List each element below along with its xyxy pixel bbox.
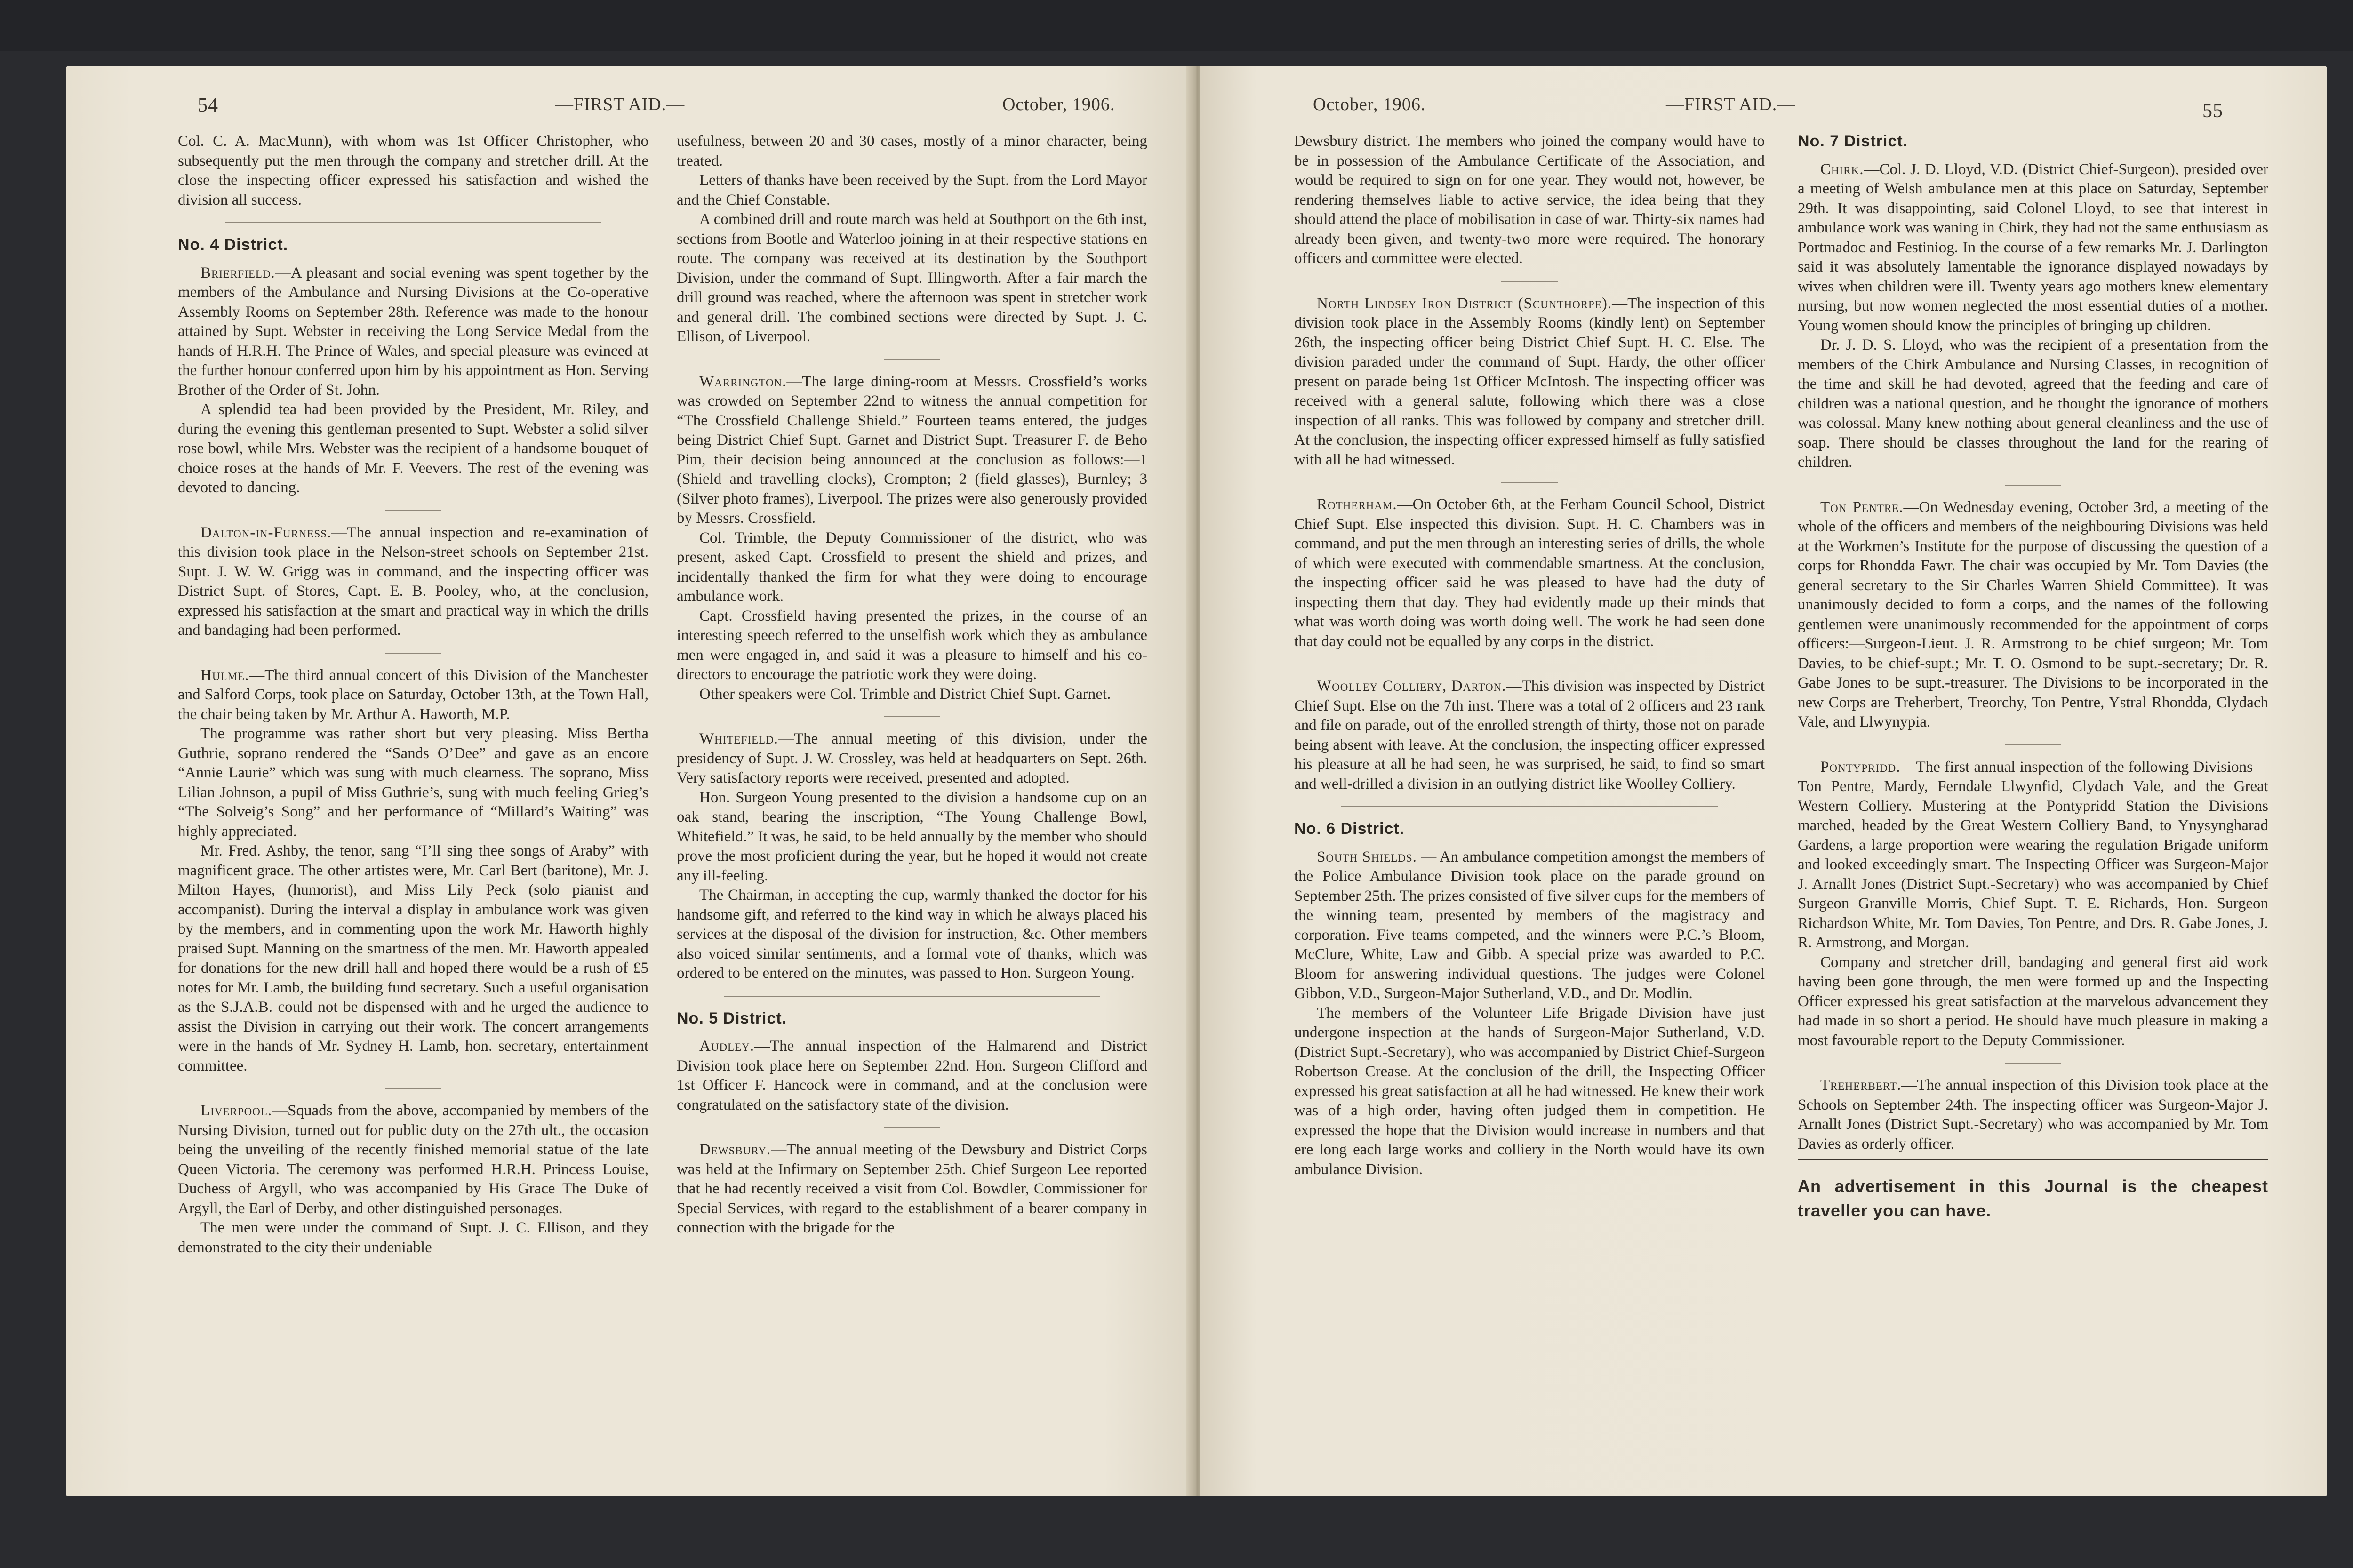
paragraph: Dalton-in-Furness.—The annual inspection and re-examination of this division took place in the Nelson-street schools on September 21st. Supt. J. W. W. Grigg was in command, and the inspecting officer was District Supt. of Stores, Capt. E. B. Pooley, who, at the conclusion, expressed his satisfaction at the smart and practical way in which the drills and bandaging had been performed. — [178, 524, 648, 639]
divider — [385, 1088, 441, 1089]
page-date: October, 1906. — [1313, 95, 1426, 114]
place-name: Treherbert. — [1820, 1077, 1902, 1094]
paragraph: Rotherham.—On October 6th, at the Ferham Council School, District Chief Supt. Else inspected this division. Supt. H. C. Chambers was in command, and put the men through an interesting series of drills, the whole of which were executed with commendable smartness. At the conclusion, the inspecting officer said he was pleased to have had the duty of inspecting them that day. They had evidently made up their minds that what was worth doing was worth doing well. The work he had seen done that day could not be equalled by any corps in the district. — [1294, 496, 1765, 650]
place-name: Woolley Colliery, Darton. — [1317, 678, 1506, 695]
place-name: Ton Pentre. — [1820, 498, 1904, 516]
right-column-1 — [1294, 132, 1765, 1179]
paragraph: Other speakers were Col. Trimble and District Chief Supt. Garnet. — [699, 685, 1111, 703]
page-number: 54 — [198, 95, 218, 116]
place-name: South Shields. — [1317, 848, 1417, 865]
paragraph: Col. Trimble, the Deputy Commissioner of the district, who was present, asked Capt. Crossfield to present the shield and prizes, and incidentally thanked the firm for what they were doing to encourage ambulance work. — [677, 529, 1147, 605]
section-heading: No. 7 District. — [1798, 132, 1908, 150]
advertisement-notice: An advertisement in this Journal is the cheapest traveller you can have. — [1798, 1176, 2268, 1220]
paragraph: Dewsbury district. The members who joined the company would have to be in possession of the Ambulance Certificate of the Association, and would be required to sign on for one year. They would not, however, be rendering themselves liable to active service, the idea being that they should attend the place of mobilisation in case of war. Thirty-six names had already been given, and twenty-two more were required. The honorary officers and committee were elected. — [1294, 133, 1765, 267]
paragraph: Brierfield.—A pleasant and social evening was spent together by the members of the Ambulance and Nursing Divisions at the Co-operative Assembly Rooms on September 28th. Reference was made to the honour attained by Supt. Webster in receiving the Long Service Medal from the hands of H.R.H. The Prince of Wales, and special pleasure was evinced at the further honour conferred upon him by his appointment as Hon. Serving Brother of the Order of St. John. — [178, 264, 648, 399]
right-column-2 — [1798, 132, 2268, 1223]
left-page — [66, 66, 1193, 1496]
paragraph: South Shields. — An ambulance competition amongst the members of the Police Ambulance Division took place on the parade ground on September 25th. The prizes consisted of five silver cups for the members of the winning team, presented by members of the magistracy and corporation. Five teams competed, and the winners were P.C.’s Bloom, McClure, White, Law and Gibb. A special prize was awarded to P.C. Bloom for answering individual questions. The judges were Colonel Gibbon, V.D., Surgeon-Major Sutherland, V.D., and Dr. Modlin. — [1294, 848, 1765, 1002]
paragraph: Ton Pentre.—On Wednesday evening, October 3rd, a meeting of the whole of the officers and members of the neighbouring Divisions was held at the Workmen’s Institute for the purpose of discussing the question of a corps for Rhondda Fawr. The chair was occupied by Mr. Tom Davies (the general secretary to the Sir Charles Warren Shield Committee). It was unanimously decided to form a corps, and the names of the following gentlemen were unanimously recommended for the appointment of corps officers:—Surgeon-Lieut. J. R. Armstrong to be chief surgeon; Mr. Tom Davies, to be chief-supt.; Mr. T. O. Osmond to be supt.-secretary; Dr. R. Gabe Jones to be supt.-treasurer. The Divisions to be incorporated in the new Corps are Treherbert, Treorchy, Ton Pentre, Ystral Rhondda, Clydach Vale, and Llwynypia. — [1798, 498, 2268, 730]
paragraph: Capt. Crossfield having presented the prizes, in the course of an interesting speech referred to the unselfish work which they as ambulance men were engaged in, and said it was a pleasure to himself and his co-directors to encourage the patriotic work they were doing. — [677, 607, 1147, 683]
place-name: Chirk. — [1820, 160, 1864, 178]
section-heading: No. 6 District. — [1294, 820, 1405, 838]
divider — [724, 996, 1100, 997]
paragraph: Treherbert.—The annual inspection of this Division took place at the Schools on September 24th. The inspecting officer was Surgeon-Major J. Arnallt Jones (District Supt.-Secretary) who was accompanied by Mr. Tom Davies as orderly officer. — [1798, 1077, 2268, 1152]
paragraph: Hulme.—The third annual concert of this Division of the Manchester and Salford Corps, took place on Saturday, October 13th, at the Town Hall, the chair being taken by Mr. Arthur A. Haworth, M.P. — [178, 666, 648, 723]
place-name: Hulme. — [200, 666, 249, 684]
left-column-1 — [178, 132, 648, 1257]
divider — [2005, 744, 2061, 745]
paragraph: Company and stretcher drill, bandaging and general first aid work having been gone through, the men were formed up and the Inspecting Officer expressed his great satisfaction at the marvelous advancement they had made in so short a period. He should have much pleasure in making a most favourable report to the Deputy Commissioner. — [1798, 953, 2268, 1049]
paragraph: Dewsbury.—The annual meeting of the Dewsbury and District Corps was held at the Infirmary on September 25th. Chief Surgeon Lee reported that he had recently received a visit from Col. Bowdler, Commissioner for Special Services, with regard to the establishment of a bearer company in connection with the brigade for the — [677, 1141, 1147, 1236]
divider — [884, 1127, 940, 1128]
section-heading: No. 4 District. — [178, 236, 288, 254]
place-name: Dewsbury. — [699, 1141, 771, 1158]
paragraph: Col. C. A. MacMunn), with whom was 1st Officer Christopher, who subsequently put the men through the company and stretcher drill. At the close the inspecting officer expressed his satisfaction and wished the division all success. — [178, 133, 648, 208]
paragraph: Audley.—The annual inspection of the Halmarend and District Division took place here on September 22nd. Hon. Surgeon Clifford and 1st Officer F. Hancock were in command, and at the conclusion were congratulated on the satisfactory state of the division. — [677, 1038, 1147, 1113]
page-number: 55 — [2202, 100, 2223, 122]
paragraph: Hon. Surgeon Young presented to the division a handsome cup on an oak stand, bearing the inscription, “The Young Challenge Bowl, Whitefield.” It was, he said, to be held annually by the member who should prove the most proficient during the year, but he hoped it would not create any ill-feeling. — [677, 789, 1147, 884]
divider — [385, 510, 441, 511]
running-head: —FIRST AID.— — [1666, 95, 1796, 114]
divider — [1501, 281, 1558, 282]
left-column-2 — [677, 132, 1147, 1238]
divider — [1798, 1159, 2268, 1160]
paragraph: Chirk.—Col. J. D. Lloyd, V.D. (District Chief-Surgeon), presided over a meeting of Welsh ambulance men at this place on Saturday, September 29th. It was disappointing, said Colonel Lloyd, to see that interest in ambulance work was waning in Chirk, they had not the same enthusiasm as Portmadoc and Festiniog. In the course of a few remarks Mr. J. Darlington said it was absolutely lamentable the ignorance displayed nowadays by wives when children were ill. Twenty years ago mothers knew elementary nursing, but now women neglected the most essential duties of a mother. Young women should know the principles of bringing up children. — [1798, 160, 2268, 334]
divider — [884, 359, 940, 360]
place-name: Pontypridd. — [1820, 758, 1901, 776]
divider — [1341, 806, 1718, 807]
place-name: Brierfield. — [200, 264, 275, 281]
paragraph: A splendid tea had been provided by the President, Mr. Riley, and during the evening this gentleman presented to Supt. Webster a solid silver rose bowl, while Mrs. Webster was the recipient of a handsome bouquet of choice roses at the hands of Mr. F. Veevers. The rest of the evening was devoted to dancing. — [178, 401, 648, 496]
paragraph: Letters of thanks have been received by the Supt. from the Lord Mayor and the Chief Constable. — [677, 172, 1147, 208]
paragraph: The Chairman, in accepting the cup, warmly thanked the doctor for his handsome gift, and referred to the kind way in which he always placed his services at the disposal of the division for instruction, &c. Other members also voiced similar sentiments, and a formal vote of thanks, which was ordered to be entered on the minutes, was passed to Hon. Surgeon Young. — [677, 887, 1147, 982]
section-heading: No. 5 District. — [677, 1009, 787, 1027]
divider — [225, 222, 601, 223]
paragraph: The programme was rather short but very pleasing. Miss Bertha Guthrie, soprano rendered the “Sands O’Dee” and gave as an encore “Annie Laurie” which was sung with much clearness. The soprano, Miss Lilian Johnson, a pupil of Miss Guthrie’s, sung with much feeling Grieg’s “The Solveig’s Song” and her performance of “Millard’s Waiting” was highly appreciated. — [178, 725, 648, 840]
divider — [884, 716, 940, 717]
paragraph: Mr. Fred. Ashby, the tenor, sang “I’ll sing thee songs of Araby” with magnificent grace. The other artistes were, Mr. Carl Bert (baritone), Mr. J. Milton Hayes, (humorist), and Miss Lily Peck (solo pianist and accompanist). During the interval a display in ambulance work was given by the members, and in commenting upon the work Mr. Haworth highly praised Supt. Manning on the smartness of the men. Mr. Haworth appealed for donations for the new drill hall and hoped there would be a rush of £5 notes for Mr. Lamb, the building fund secretary. Such a useful organisation as the S.J.A.B. could not be dispensed with and he urged the audience to assist the Division in carrying out their work. The concert arrangements were in the hands of Mr. Sydney H. Lamb, hon. secretary, entertainment committee. — [178, 842, 648, 1074]
place-name: Whitefield. — [699, 730, 778, 747]
place-name: North Lindsey Iron District (Scunthorpe). — [1317, 295, 1612, 312]
place-name: Liverpool. — [200, 1102, 272, 1119]
paragraph: The members of the Volunteer Life Brigade Division have just undergone inspection at the hands of Surgeon-Major Sutherland, V.D. (District Supt.-Secretary), who was accompanied by District Chief-Surgeon Robertson Crease. At the conclusion of the drill, the Inspecting Officer expressed his great satisfaction at all he had witnessed. He knew their work was of a high order, having often judged them in competition. He expressed the hope that the Division would increase in numbers and that ere long each large works and colliery in the North would have its own ambulance Division. — [1294, 1004, 1765, 1178]
right-page — [1200, 66, 2327, 1496]
paragraph: Dr. J. D. S. Lloyd, who was the recipient of a presentation from the members of the Chirk Ambulance and Nursing Classes, in recognition of the time and skill he had devoted, agreed that the feeding and care of children was a national question, and he thought the ignorance of mothers was colossal. Many knew nothing about general cleanliness and the use of soap. There should be classes throughout the land for the rearing of children. — [1798, 336, 2268, 471]
running-head: —FIRST AID.— — [555, 95, 685, 114]
divider — [2005, 485, 2061, 486]
divider — [2005, 1063, 2061, 1064]
paragraph: Liverpool.—Squads from the above, accompanied by members of the Nursing Division, turned out for public duty on the 27th ult., the occasion being the unveiling of the recently finished memorial statue of the late Queen Victoria. The ceremony was performed H.R.H. Princess Louise, Duchess of Argyll, who was accompanied by His Grace The Duke of Argyll, the Earl of Derby, and other distinguished personages. — [178, 1102, 648, 1217]
paragraph: Warrington.—The large dining-room at Messrs. Crossfield’s works was crowded on September 22nd to witness the annual competition for “The Crossfield Challenge Shield.” Fourteen teams entered, the judges being District Chief Supt. Garnet and District Supt. Treasurer F. de Beho Pim, their decision being announced at the conclusion as follows:—1 (Shield and travelling clocks), Crompton; 2 (field glasses), Burnley; 3 (Silver photo frames), Liverpool. The prizes were also generously provided by Messrs. Crossfield. — [677, 373, 1147, 527]
paragraph: The men were under the command of Supt. J. C. Ellison, and they demonstrated to the city their undeniable — [178, 1219, 648, 1256]
scan-background — [0, 0, 2353, 51]
divider — [385, 653, 441, 654]
paragraph: Woolley Colliery, Darton.—This division was inspected by District Chief Supt. Else on the 7th inst. There was a total of 2 officers and 23 rank and file on parade, out of the enrolled strength of thirty, those not on parade being absent with leave. At the conclusion, the inspecting officer expressed his pleasure at all he had seen, he was surprised, he said, to find so smart and well-drilled a division in an outlying district like Woolley Colliery. — [1294, 678, 1765, 792]
divider — [1501, 482, 1558, 483]
place-name: Rotherham. — [1317, 496, 1397, 513]
place-name: Warrington. — [699, 373, 787, 390]
place-name: Dalton-in-Furness. — [200, 524, 332, 541]
paragraph: Whitefield.—The annual meeting of this division, under the presidency of Supt. J. W. Crossley, was held at headquarters on Sept. 26th. Very satisfactory reports were received, presented and adopted. — [677, 730, 1147, 786]
paragraph: A combined drill and route march was held at Southport on the 6th inst, sections from Bootle and Waterloo joining in at their respective stations en route. The company was received at its destination by the Southport Division, under the command of Supt. Illingworth. After a fair march the drill ground was reached, where the afternoon was spent in stretcher work and general drill. The combined sections were directed by Supt. J. C. Ellison, of Liverpool. — [677, 211, 1147, 345]
paragraph: usefulness, between 20 and 30 cases, mostly of a minor character, being treated. — [677, 133, 1147, 169]
page-date: October, 1906. — [1002, 95, 1115, 114]
place-name: Audley. — [699, 1038, 755, 1055]
paragraph: North Lindsey Iron District (Scunthorpe).—The inspection of this division took place in the Assembly Rooms (kindly lent) on September 26th, the inspecting officer being District Chief Supt. H. C. Else. The division paraded under the command of Supt. Hardy, the other officer present on parade being 1st Officer McIntosh. The inspecting officer was received with a general salute, following which there was a close inspection of all ranks. This was followed by company and stretcher drill. At the conclusion, the inspecting officer expressed himself as fully satisfied with all he had witnessed. — [1294, 295, 1765, 468]
paragraph: Pontypridd.—The first annual inspection of the following Divisions—Ton Pentre, Mardy, Ferndale Llwynfid, Clydach Vale, and the Great Western Colliery. Mustering at the Pontypridd Station the Divisions marched, headed by the Great Western Colliery Band, to Ynysyngharad Gardens, a large proportion were wearing the regulation Brigade uniform and looked exceedingly smart. The Inspecting Officer was Surgeon-Major J. Arnallt Jones (District Supt.-Secretary) who was accompanied by Chief Surgeon Granville Morris, Chief Supt. T. E. Richards, Hon. Surgeon Richardson White, Mr. Tom Davies, Ton Pentre, and Drs. R. Gabe Jones, J. R. Armstrong, and Morgan. — [1798, 758, 2268, 951]
